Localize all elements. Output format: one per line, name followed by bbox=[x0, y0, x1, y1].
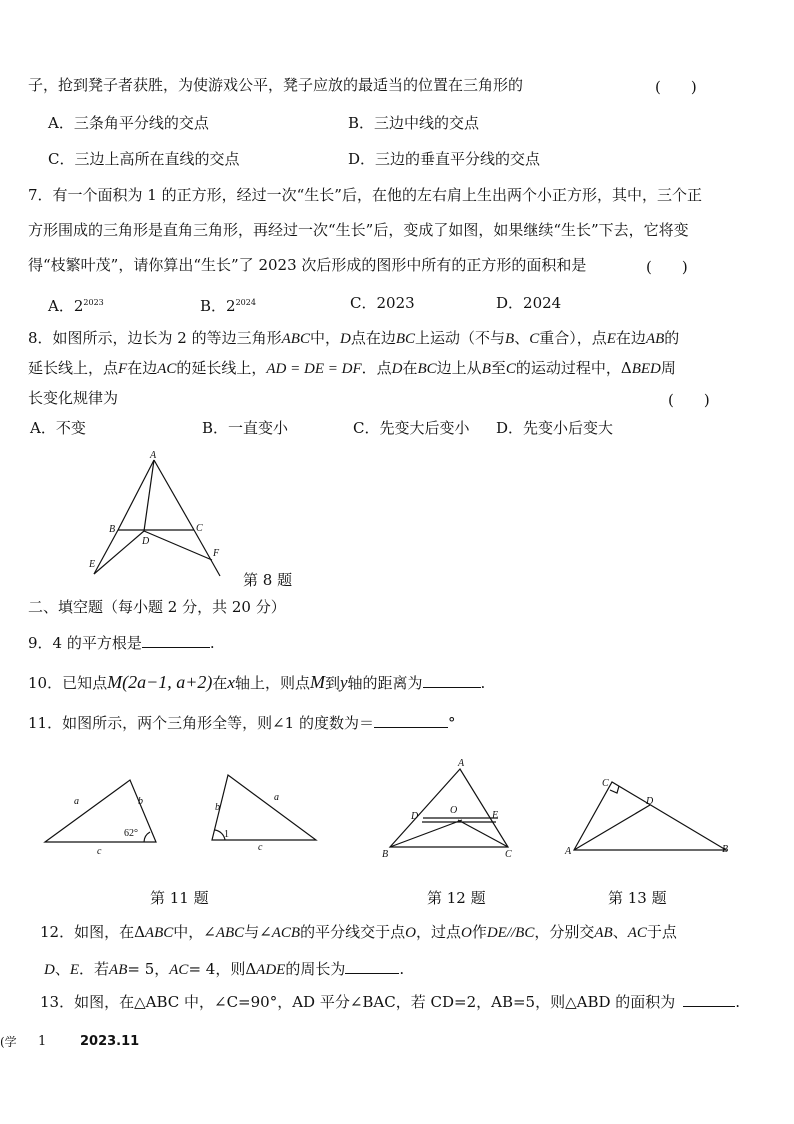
q10-j: 轴的距离为 bbox=[347, 674, 423, 692]
q11-text: 11．如图所示，两个三角形全等，则∠1 的度数为＝ bbox=[28, 714, 374, 732]
q9-text: 9．4 的平方根是 bbox=[28, 634, 142, 652]
q8-l1d: D bbox=[339, 331, 351, 347]
q9-answer-blank[interactable] bbox=[142, 633, 210, 648]
q8-label-b: B bbox=[109, 524, 116, 535]
q8-option-a: A．不变 bbox=[30, 419, 86, 437]
q8-l1i: 、 bbox=[514, 329, 530, 347]
q8-option-c: C．先变大后变小 bbox=[353, 419, 470, 437]
q7-line-3: 得“枝繁叶茂”，请你算出“生长”了 2023 次后形成的图形中所有的正方形的面积和是 bbox=[28, 256, 587, 274]
q7-line-1: 7．有一个面积为 1 的正方形，经过一次“生长”后，在他的左右肩上生出两个小正方形，其中，三个正 bbox=[28, 186, 702, 204]
q12-j: O bbox=[460, 925, 472, 941]
q6-option-d: D．三边的垂直平分线的交点 bbox=[348, 150, 541, 168]
q10-a: 10．已知点 bbox=[28, 674, 108, 692]
q6-text: 子，抢到凳子者获胜，为使游戏公平，凳子应放的最适当的位置在三角形的 bbox=[28, 76, 524, 94]
section-2-heading: 二、填空题（每小题 2 分，共 20 分） bbox=[28, 598, 286, 616]
q8-l2l: B bbox=[481, 361, 491, 377]
fig13-triangle-abc bbox=[574, 782, 726, 850]
fig11-right-label-b: b bbox=[215, 802, 220, 813]
q8-line-3: 长变化规律为 bbox=[28, 389, 119, 407]
q10-e: x bbox=[227, 673, 235, 692]
q7-option-d: D．2024 bbox=[496, 294, 562, 312]
q12-l: DE//BC bbox=[486, 925, 535, 941]
q7-answer-paren: ( ) bbox=[646, 258, 688, 276]
q8-l2i: 在 bbox=[402, 359, 418, 377]
q6-option-a: A．三条角平分线的交点 bbox=[48, 114, 209, 132]
fig12-label-d: D bbox=[411, 811, 419, 822]
fig12-label-b: B bbox=[382, 849, 389, 860]
q8-segment-de bbox=[94, 531, 144, 574]
fig13-right-angle-mark bbox=[610, 786, 619, 793]
q8-label-a: A bbox=[150, 450, 157, 461]
fig11-left-angle: 62° bbox=[124, 828, 138, 839]
q12-q: 于点 bbox=[646, 923, 677, 941]
q10-g: M bbox=[309, 672, 325, 692]
fig11-right-angle: 1 bbox=[224, 829, 229, 840]
q8-l2n: C bbox=[505, 361, 516, 377]
fig12-bisector-co bbox=[458, 820, 508, 847]
q10-f: 轴上，则点 bbox=[234, 674, 310, 692]
q8-side-ac bbox=[154, 460, 194, 530]
fig12-label-o: O bbox=[450, 805, 458, 816]
fig11-right-label-c: c bbox=[258, 842, 263, 853]
q8-l1l: E bbox=[606, 331, 616, 347]
fig13-label-d: D bbox=[646, 796, 654, 807]
q7-option-b-base: 2 bbox=[226, 297, 236, 315]
q8-line-2 bbox=[28, 359, 676, 378]
fig13-caption: 第 13 题 bbox=[608, 889, 667, 907]
q11-end: ° bbox=[447, 714, 456, 732]
q13-text: 13．如图，在△ABC 中，∠C=90°，AD 平分∠BAC，若 CD=2，AB=5，则△ABD 的面积为 bbox=[40, 993, 676, 1011]
q12-answer-blank[interactable] bbox=[345, 959, 399, 974]
fig11-left-angle-arc bbox=[144, 832, 150, 842]
q8-option-b: B．一直变小 bbox=[202, 419, 289, 437]
fig11-left-label-a: a bbox=[74, 796, 79, 807]
fig13-label-b: B bbox=[722, 844, 729, 855]
q12-line2i: ADE bbox=[256, 962, 286, 978]
q8-l2h: D bbox=[391, 361, 403, 377]
q8-l2o: 的运动过程中，Δ bbox=[515, 359, 632, 377]
q8-l2j: BC bbox=[417, 361, 437, 377]
q12-line2g: AC bbox=[169, 962, 189, 978]
q8-ab-extension bbox=[94, 530, 118, 574]
q8-l2e: 的延长线上， bbox=[176, 359, 267, 377]
q12-o: 、 bbox=[612, 923, 628, 941]
q8-l1f: BC bbox=[395, 331, 416, 347]
footer-left-fragment: (学 bbox=[0, 1035, 17, 1049]
q12-line2f: = 5， bbox=[127, 960, 170, 978]
q12-line2b: 、 bbox=[54, 960, 70, 978]
q8-l2m: 至 bbox=[490, 359, 506, 377]
q12-m: ，分别交 bbox=[534, 923, 595, 941]
q6-option-c: C．三边上高所在直线的交点 bbox=[48, 150, 240, 168]
q8-l2d: AC bbox=[157, 361, 177, 377]
q8-l2f: AD = DE = DF bbox=[266, 361, 362, 377]
q8-option-d: D．先变小后变大 bbox=[496, 419, 614, 437]
q10-answer-blank[interactable] bbox=[423, 673, 481, 688]
q10-h: 到 bbox=[324, 674, 340, 692]
q12-line2h: = 4，则Δ bbox=[188, 960, 257, 978]
fig11-right-label-a: a bbox=[274, 792, 279, 803]
fig13-label-c: C bbox=[602, 778, 609, 789]
q7-option-a bbox=[48, 294, 104, 315]
q8-l1a: 8．如图所示，边长为 2 的等边三角形 bbox=[28, 329, 282, 347]
q7-option-a-base: 2 bbox=[73, 297, 84, 315]
fig12-bisector-bo bbox=[390, 820, 462, 847]
q12-line-2 bbox=[44, 959, 404, 979]
q8-label-e: E bbox=[89, 559, 96, 570]
q8-l1h: B bbox=[505, 331, 515, 347]
q12-b: ABC bbox=[144, 925, 174, 941]
q12-n: AB bbox=[594, 925, 613, 941]
q10-b: M bbox=[107, 672, 123, 692]
q12-line2d: ．若 bbox=[79, 960, 110, 978]
q12-a: 12．如图，在Δ bbox=[40, 923, 145, 941]
q9-end: . bbox=[209, 634, 215, 652]
q12-i: ，过点 bbox=[415, 923, 461, 941]
q10-end: . bbox=[480, 674, 486, 692]
q8-l2q: 周 bbox=[660, 359, 676, 377]
q8-label-f: F bbox=[213, 548, 220, 559]
q7-option-a-label: A． bbox=[48, 297, 74, 315]
q6-option-b: B．三边中线的交点 bbox=[348, 114, 480, 132]
q6-answer-paren: ( ) bbox=[655, 78, 697, 96]
q8-l2g: ．点 bbox=[361, 359, 392, 377]
q8-l1k: 重合），点 bbox=[539, 329, 607, 347]
q7-option-c: C．2023 bbox=[350, 294, 415, 312]
q12-p: AC bbox=[627, 925, 647, 941]
q12-line2e: AB bbox=[109, 962, 128, 978]
q8-label-d: D bbox=[142, 536, 150, 547]
fig12-triangle-abc bbox=[390, 769, 508, 847]
q7-option-b-exponent: 2024 bbox=[235, 298, 256, 307]
fig11-left-triangle bbox=[45, 780, 156, 842]
fig11-caption: 第 11 题 bbox=[150, 889, 209, 907]
q13-end: . bbox=[735, 993, 741, 1011]
fig12-caption: 第 12 题 bbox=[427, 889, 486, 907]
q10-c: (2a−1, a+2) bbox=[122, 672, 213, 692]
fig11-left-label-c: c bbox=[97, 846, 102, 857]
q12-line2j: 的周长为 bbox=[285, 960, 346, 978]
q8-caption: 第 8 题 bbox=[243, 571, 293, 589]
q12-f: ACB bbox=[271, 925, 301, 941]
q13-line bbox=[40, 992, 740, 1011]
q8-l1o: 的 bbox=[664, 329, 680, 347]
q7-option-b-label: B． bbox=[200, 297, 227, 315]
q11-line bbox=[28, 713, 455, 732]
q7-option-a-exponent: 2023 bbox=[83, 298, 104, 307]
q8-l1n: AB bbox=[645, 331, 665, 347]
q8-figure bbox=[80, 452, 240, 582]
q12-line2a: D bbox=[44, 962, 55, 978]
q7-option-b bbox=[200, 294, 256, 315]
q12-d: ABC bbox=[215, 925, 245, 941]
q12-end: . bbox=[399, 960, 405, 978]
q10-d: 在 bbox=[212, 674, 228, 692]
q12-c: 中，∠ bbox=[173, 923, 216, 941]
q8-l2a: 延长线上，点 bbox=[28, 359, 119, 377]
q12-g: 的平分线交于点 bbox=[300, 923, 406, 941]
fig11 bbox=[40, 770, 330, 860]
q12-e: 与∠ bbox=[244, 923, 272, 941]
q8-l2p: BED bbox=[631, 361, 661, 377]
q11-answer-blank[interactable] bbox=[374, 713, 448, 728]
q12-line-1 bbox=[40, 923, 677, 942]
q8-l2k: 边上从 bbox=[436, 359, 482, 377]
q8-line-1 bbox=[28, 329, 679, 348]
footer-date: 2023.11 bbox=[80, 1034, 140, 1049]
fig13-label-a: A bbox=[565, 846, 572, 857]
q8-l2c: 在边 bbox=[127, 359, 158, 377]
q8-l2b: F bbox=[118, 361, 128, 377]
q8-answer-paren: ( ) bbox=[668, 391, 710, 409]
q10-i: y bbox=[339, 673, 348, 692]
q8-l1b: ABC bbox=[281, 331, 310, 347]
q13-answer-blank[interactable] bbox=[683, 992, 735, 1007]
q8-label-c: C bbox=[196, 523, 203, 534]
q12-h: O bbox=[405, 925, 416, 941]
fig12-label-c: C bbox=[505, 849, 512, 860]
fig11-left-label-b: b bbox=[138, 796, 143, 807]
q8-l1g: 上运动（不与 bbox=[415, 329, 506, 347]
fig12-label-a: A bbox=[458, 758, 465, 769]
q8-l1c: 中， bbox=[309, 329, 340, 347]
q10-line bbox=[28, 673, 485, 692]
q8-l1j: C bbox=[529, 331, 540, 347]
footer-page-number: 1 bbox=[38, 1034, 47, 1049]
q12-k: 作 bbox=[471, 923, 487, 941]
fig12-label-e: E bbox=[492, 810, 499, 821]
fig12 bbox=[380, 755, 525, 865]
q7-line-2: 方形围成的三角形是直角三角形，再经过一次“生长”后，变成了如图，如果继续“生长”下去，它将变 bbox=[28, 221, 689, 239]
fig13-bisector-ad bbox=[574, 805, 650, 850]
q9-line bbox=[28, 633, 215, 652]
q12-line2c: E bbox=[69, 962, 80, 978]
q8-l1m: 在边 bbox=[615, 329, 646, 347]
q8-segment-df bbox=[144, 531, 212, 560]
q8-l1e: 点在边 bbox=[350, 329, 396, 347]
fig13 bbox=[560, 770, 740, 860]
